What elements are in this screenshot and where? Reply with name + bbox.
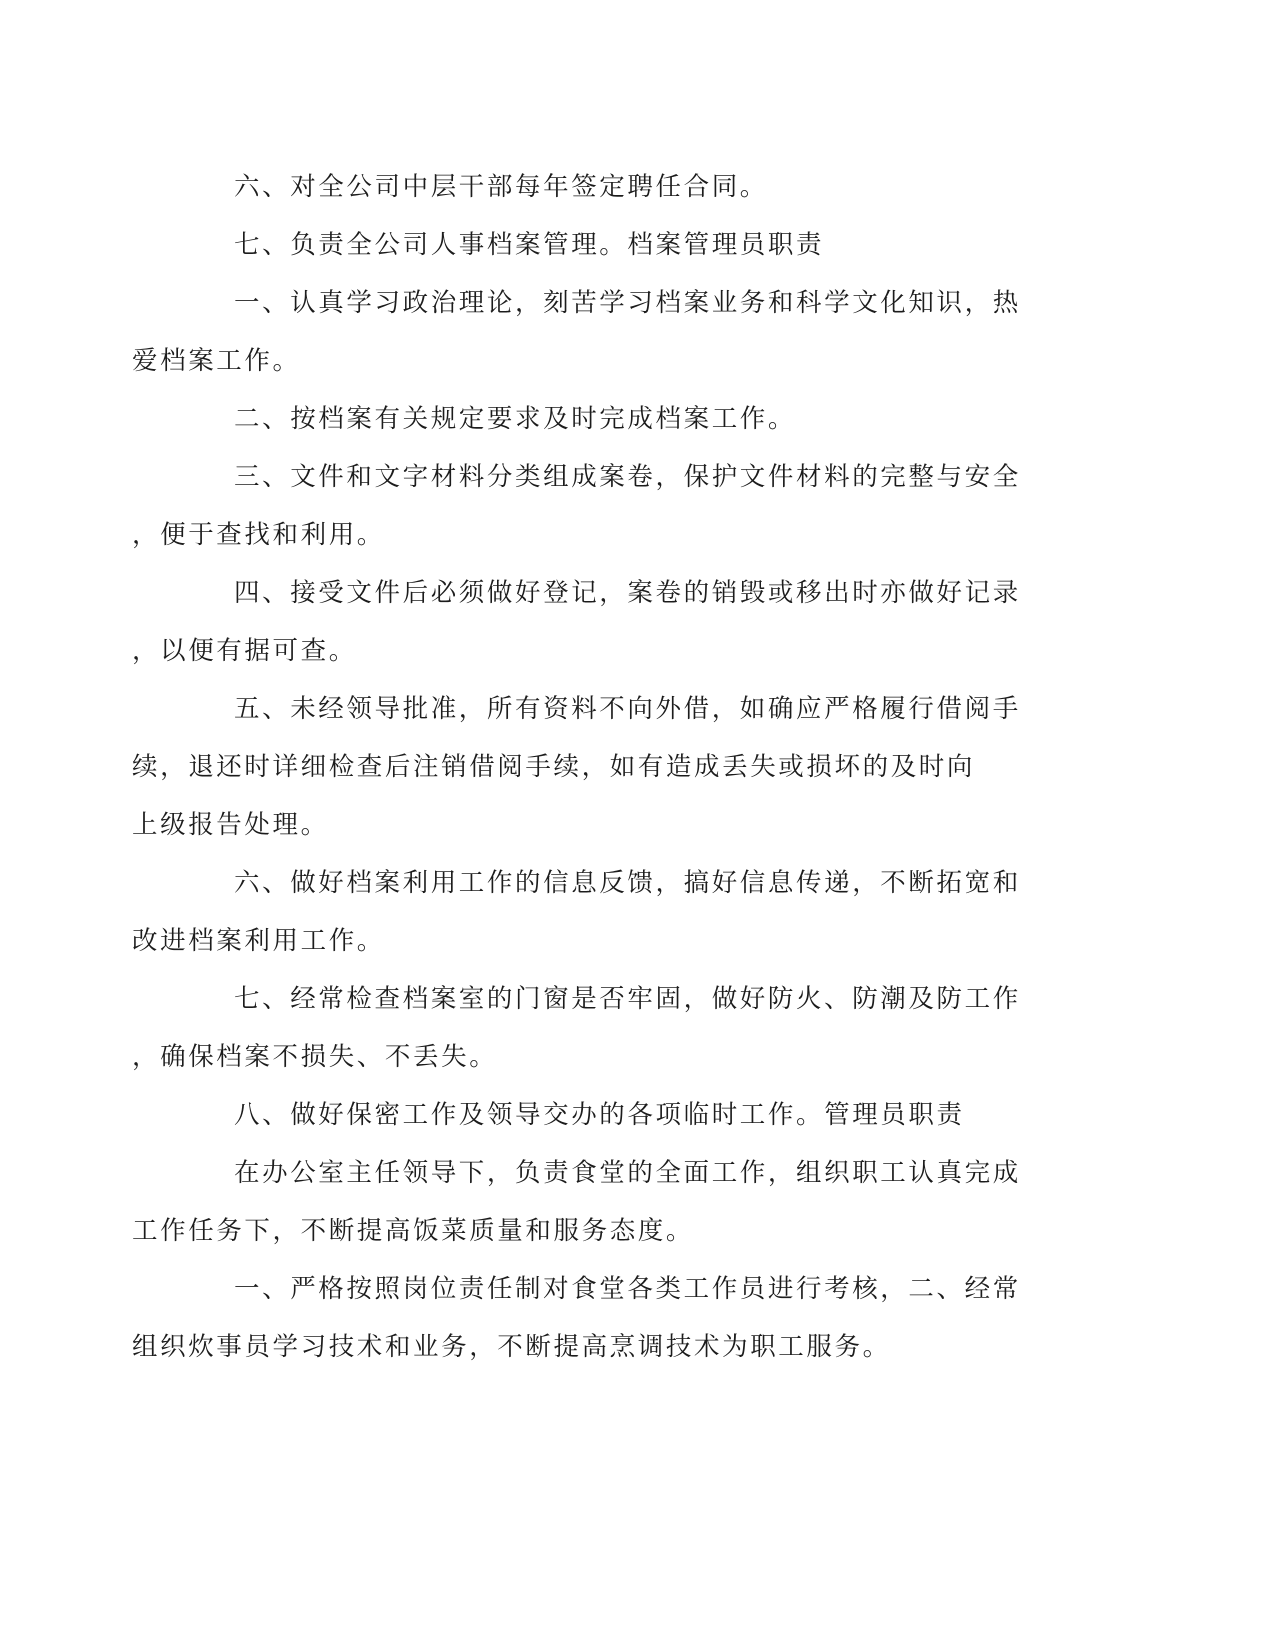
text-line: 四、接受文件后必须做好登记，案卷的销毁或移出时亦做好记录 bbox=[234, 578, 1021, 608]
paragraph bbox=[183, 158, 1033, 216]
paragraph bbox=[183, 216, 1033, 274]
paragraph bbox=[132, 854, 1033, 970]
text-line: 改进档案利用工作。 bbox=[132, 926, 385, 956]
paragraph bbox=[183, 390, 1033, 448]
text-line: 续，退还时详细检查后注销借阅手续，如有造成丢失或损坏的及时向 bbox=[132, 752, 976, 782]
paragraph bbox=[132, 448, 1033, 564]
text-line: 六、做好档案利用工作的信息反馈，搞好信息传递，不断拓宽和 bbox=[234, 868, 1021, 898]
text-line: 组织炊事员学习技术和业务，不断提高烹调技术为职工服务。 bbox=[132, 1332, 891, 1362]
text-line: 一、认真学习政治理论，刻苦学习档案业务和科学文化知识，热 bbox=[234, 288, 1021, 318]
paragraph bbox=[132, 1144, 1033, 1260]
text-line: 五、未经领导批准，所有资料不向外借，如确应严格履行借阅手 bbox=[234, 694, 1021, 724]
document-body bbox=[132, 158, 1033, 1376]
text-line: ，便于查找和利用。 bbox=[132, 520, 385, 550]
text-line: 七、经常检查档案室的门窗是否牢固，做好防火、防潮及防工作 bbox=[234, 984, 1021, 1014]
paragraph bbox=[183, 1086, 1033, 1144]
text-line: 在办公室主任领导下，负责食堂的全面工作，组织职工认真完成 bbox=[234, 1158, 1021, 1188]
text-line: 七、负责全公司人事档案管理。档案管理员职责 bbox=[234, 230, 825, 260]
text-line: ，以便有据可查。 bbox=[132, 636, 357, 666]
text-line: 工作任务下，不断提高饭菜质量和服务态度。 bbox=[132, 1216, 695, 1246]
text-line: 一、严格按照岗位责任制对食堂各类工作员进行考核，二、经常 bbox=[234, 1274, 1021, 1304]
text-line: 爱档案工作。 bbox=[132, 346, 301, 376]
paragraph bbox=[132, 564, 1033, 680]
text-line: 六、对全公司中层干部每年签定聘任合同。 bbox=[234, 172, 768, 202]
paragraph bbox=[132, 1260, 1033, 1376]
text-line: 三、文件和文字材料分类组成案卷，保护文件材料的完整与安全 bbox=[234, 462, 1021, 492]
text-line: 二、按档案有关规定要求及时完成档案工作。 bbox=[234, 404, 797, 434]
text-line: 上级报告处理。 bbox=[132, 810, 329, 840]
paragraph bbox=[132, 970, 1033, 1086]
paragraph bbox=[132, 680, 1033, 854]
text-line: ，确保档案不损失、不丢失。 bbox=[132, 1042, 498, 1072]
text-line: 八、做好保密工作及领导交办的各项临时工作。管理员职责 bbox=[234, 1100, 965, 1130]
paragraph bbox=[132, 274, 1033, 390]
